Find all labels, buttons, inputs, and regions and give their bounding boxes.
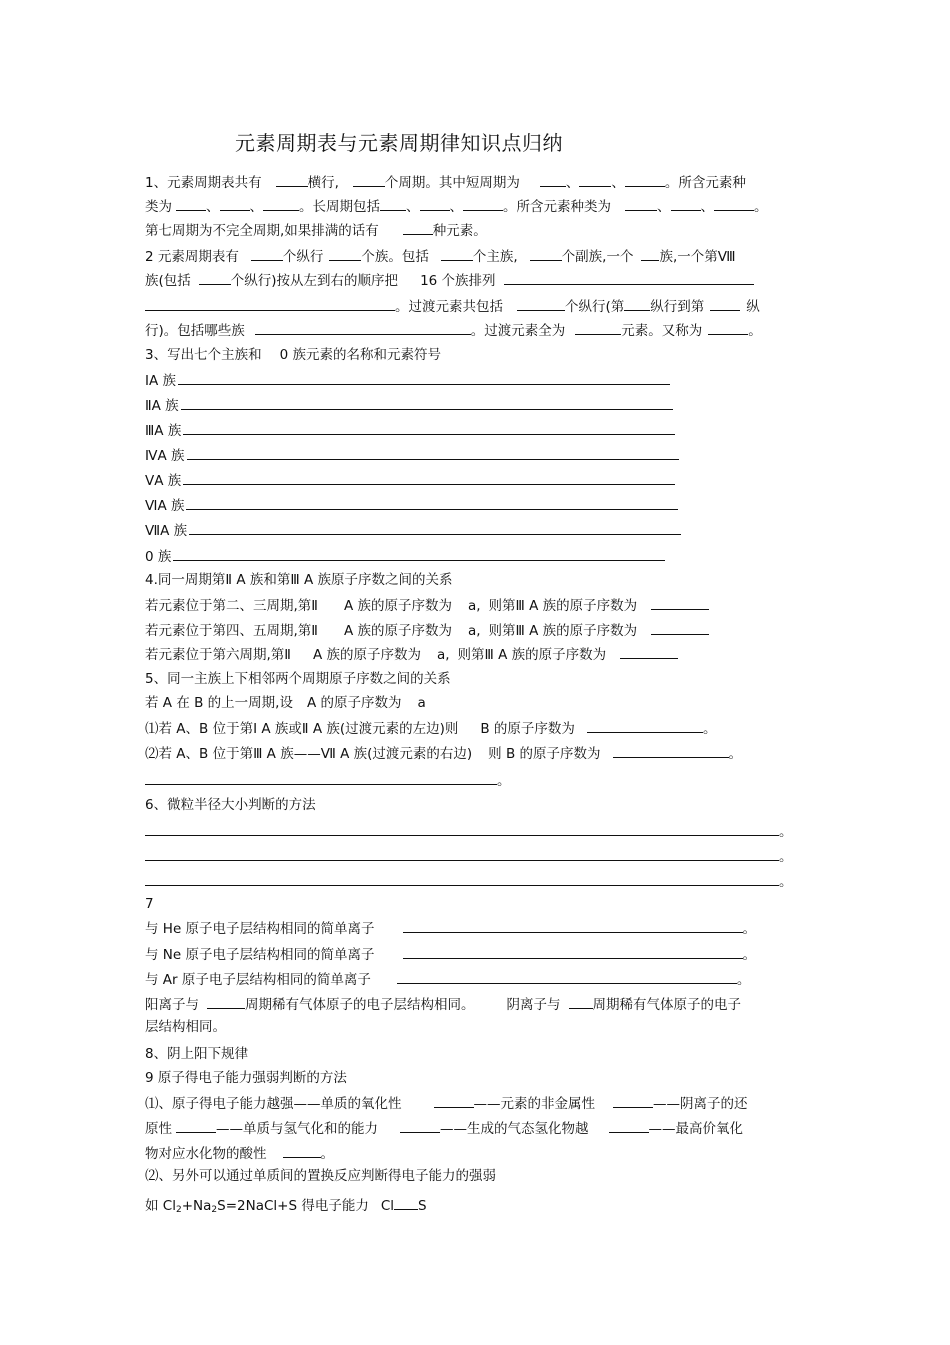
q9-text: ——单质与氢气化和的能力 <box>216 1121 378 1137</box>
q2-blank[interactable] <box>641 246 659 261</box>
q7-text: 阴离子与 <box>506 997 561 1013</box>
q1-text: 、 <box>249 199 263 215</box>
q1-blank[interactable] <box>380 196 406 211</box>
q1-text: 类为 <box>145 199 172 215</box>
q1-text: 、 <box>611 175 625 191</box>
q9-text: S <box>418 1198 427 1214</box>
q7-text: 。 <box>736 972 751 988</box>
q5-text: 。 <box>702 721 717 737</box>
q3-group-row <box>145 420 675 440</box>
q7-cont: 层结构相同。 <box>145 1019 226 1035</box>
q4-heading: 4.同一周期第Ⅱ A 族和第Ⅲ A 族原子序数之间的关系 <box>145 572 453 588</box>
group-label: 0 族 <box>145 549 172 565</box>
q1-blank[interactable] <box>263 196 299 211</box>
q7-text: 与 Ar 原子电子层结构相同的简单离子 <box>145 972 371 988</box>
q4-row <box>145 620 709 640</box>
q7-text: 周期稀有气体原子的电子层结构相同。 <box>245 997 475 1013</box>
q9-line2 <box>145 1118 743 1138</box>
q1-blank[interactable] <box>353 172 385 187</box>
answer-line[interactable] <box>145 846 779 861</box>
q7-blank[interactable] <box>207 994 245 1009</box>
q7-he-row <box>145 918 756 938</box>
q5-text: ⑴若 A、B 位于第Ⅰ A 族或Ⅱ A 族(过渡元素的左边)则 <box>145 721 459 737</box>
q2-blank[interactable] <box>517 296 565 311</box>
q9-blank[interactable] <box>176 1118 216 1133</box>
q1-line1 <box>145 172 746 192</box>
q2-text: 纵行到第 <box>650 299 705 315</box>
q4-text: 则第Ⅲ A 族的原子序数为 <box>457 647 607 663</box>
answer-line[interactable] <box>178 370 670 385</box>
q1-blank[interactable] <box>625 196 657 211</box>
q3-group-row <box>145 520 681 540</box>
q2-line4 <box>145 320 762 340</box>
q9-text: 。 <box>320 1146 334 1162</box>
q4-text: A 族的原子序数为 <box>343 623 452 639</box>
q1-text: 。所含元素种类为 <box>503 199 611 215</box>
q2-blank[interactable] <box>199 270 231 285</box>
q1-blank[interactable] <box>714 196 754 211</box>
q3-group-row <box>145 470 675 490</box>
q1-text: 、 <box>449 199 463 215</box>
q1-text: 、 <box>206 199 220 215</box>
q1-text: 。 <box>754 199 768 215</box>
q4-text: a, <box>467 623 481 639</box>
q5-line1 <box>145 694 426 712</box>
q3-group-row <box>145 395 673 415</box>
q2-blank[interactable] <box>145 296 395 311</box>
q4-text: A 族的原子序数为 <box>343 598 452 614</box>
q4-text: 则第Ⅲ A 族的原子序数为 <box>488 598 638 614</box>
q9-text: ——最高价氧化 <box>648 1121 743 1137</box>
q5-text: ⑵若 A、B 位于第Ⅲ A 族——Ⅶ A 族(过渡元素的右边) <box>145 746 473 762</box>
q3-text: 3、写出七个主族和 <box>145 347 262 363</box>
q8-heading: 8、阴上阳下规律 <box>145 1046 249 1062</box>
q2-text: 个副族,一个 <box>561 249 634 265</box>
q6-heading: 6、微粒半径大小判断的方法 <box>145 797 316 813</box>
q9-text: ⑴、原子得电子能力越强——单质的氧化性 <box>145 1096 402 1112</box>
q9-line3 <box>145 1143 334 1163</box>
q9-text: ——生成的气态氢化物越 <box>440 1121 589 1137</box>
q1-text: 1、元素周期表共有 <box>145 175 262 191</box>
q7-text: 。 <box>742 947 756 963</box>
q9-blank[interactable] <box>283 1143 321 1158</box>
q2-text: 个主族, <box>472 249 518 265</box>
q4-text: a, <box>436 647 450 663</box>
q9-blank[interactable] <box>394 1195 418 1210</box>
q4-row <box>145 644 678 664</box>
q9-text: S=2NaCl+S 得电子能力 <box>217 1198 369 1214</box>
q2-blank[interactable] <box>255 320 471 335</box>
q1-blank[interactable] <box>579 172 611 187</box>
q1-text: 个周期。其中短周期为 <box>384 175 520 191</box>
q5-text: B 的原子序数为 <box>480 721 575 737</box>
q2-text: 纵 <box>746 299 760 315</box>
q3-heading <box>145 346 441 364</box>
answer-line[interactable] <box>189 520 681 535</box>
q9-text: 如 Cl <box>145 1198 176 1214</box>
group-label: ⅠA 族 <box>145 373 177 389</box>
answer-line[interactable] <box>183 470 675 485</box>
q5-text: A 的原子序数为 <box>306 695 402 711</box>
q5-text: a <box>417 695 426 711</box>
q9-line1 <box>145 1093 748 1113</box>
q7-blank[interactable] <box>403 918 743 933</box>
q1-text: 横行, <box>307 175 339 191</box>
q2-text: 。 <box>748 323 762 339</box>
q2-blank[interactable] <box>575 320 621 335</box>
q4-blank[interactable] <box>651 620 709 635</box>
q4-blank[interactable] <box>651 595 709 610</box>
q2-text: 2 元素周期表有 <box>145 249 239 265</box>
q5-text: 若 A 在 B 的上一周期,设 <box>145 695 293 711</box>
answer-line[interactable] <box>187 445 679 460</box>
q6-text: 。 <box>779 824 793 840</box>
group-label: ⅦA 族 <box>145 523 188 539</box>
q2-blank[interactable] <box>624 296 650 311</box>
q2-blank[interactable] <box>441 246 473 261</box>
q9-blank[interactable] <box>613 1093 653 1108</box>
q7-number: 7 <box>145 896 154 912</box>
q2-text: 。过渡元素共包括 <box>395 299 503 315</box>
q1-text: 。所含元素种 <box>664 175 746 191</box>
q1-text: 。长周期包括 <box>299 199 380 215</box>
group-label: ⅥA 族 <box>145 498 185 514</box>
q5-text: 则 B 的原子序数为 <box>488 746 601 762</box>
q5-text: 。 <box>497 773 511 789</box>
subscript: 2 <box>211 1205 218 1215</box>
q1-blank[interactable] <box>276 172 308 187</box>
q1-blank[interactable] <box>671 196 701 211</box>
q1-text: 第七周期为不完全周期,如果排满的话有 <box>145 223 379 239</box>
q9-blank[interactable] <box>400 1118 440 1133</box>
group-label: ⅤA 族 <box>145 473 182 489</box>
q9-heading: 9 原子得电子能力强弱判断的方法 <box>145 1070 347 1086</box>
q5-line3 <box>145 743 742 763</box>
q9-blank[interactable] <box>434 1093 474 1108</box>
group-label: ⅣA 族 <box>145 448 185 464</box>
q2-text: 。过渡元素全为 <box>470 323 566 339</box>
q7-blank[interactable] <box>403 944 743 959</box>
q7-ar-row <box>145 969 750 989</box>
q4-text: 若元素位于第六周期,第Ⅱ <box>145 647 291 663</box>
q1-text: 、 <box>657 199 671 215</box>
q1-blank[interactable] <box>176 196 206 211</box>
q5-blank[interactable] <box>613 743 729 758</box>
q2-line1 <box>145 246 736 266</box>
q2-text: 元素。又称为 <box>621 323 703 339</box>
answer-line[interactable] <box>145 871 779 886</box>
q9-text: ——阴离子的还 <box>653 1096 748 1112</box>
q1-text: 种元素。 <box>432 223 487 239</box>
q6-answer-row <box>145 821 793 841</box>
q9-text: Cl <box>380 1198 395 1214</box>
q2-line2 <box>145 270 754 290</box>
q2-text: 个纵行(第 <box>565 299 625 315</box>
q4-text: 若元素位于第二、三周期,第Ⅱ <box>145 598 318 614</box>
q7-text: 与 He 原子电子层结构相同的简单离子 <box>145 921 375 937</box>
q5-heading: 5、同一主族上下相邻两个周期原子序数之间的关系 <box>145 671 451 687</box>
q3-zero-row <box>145 546 665 566</box>
q3-group-row <box>145 495 678 515</box>
q9-text: 物对应水化物的酸性 <box>145 1146 267 1162</box>
q1-text: 、 <box>700 199 714 215</box>
q4-text: 若元素位于第四、五周期,第Ⅱ <box>145 623 318 639</box>
q7-text: 周期稀有气体原子的电子 <box>592 997 741 1013</box>
q9-text: ——元素的非金属性 <box>473 1096 595 1112</box>
q7-blank[interactable] <box>397 969 737 984</box>
q9-line4: ⑵、另外可以通过单质间的置换反应判断得电子能力的强弱 <box>145 1168 496 1184</box>
subscript: 2 <box>175 1205 182 1215</box>
q9-text: 原性 <box>145 1121 172 1137</box>
q9-equation <box>145 1195 427 1219</box>
q2-line3 <box>145 296 760 316</box>
q4-row <box>145 595 709 615</box>
q3-group-row <box>145 445 679 465</box>
answer-line[interactable] <box>181 395 673 410</box>
q1-blank[interactable] <box>220 196 250 211</box>
q9-blank[interactable] <box>609 1118 649 1133</box>
q6-text: 。 <box>779 849 793 865</box>
q1-blank[interactable] <box>463 196 503 211</box>
q4-text: a, <box>467 598 481 614</box>
q9-text: +Na <box>181 1198 212 1214</box>
q5-text: 。 <box>728 746 743 762</box>
q7-text: 阳离子与 <box>145 997 199 1013</box>
q1-blank[interactable] <box>625 172 665 187</box>
q2-blank[interactable] <box>251 246 283 261</box>
q6-text: 。 <box>779 874 793 890</box>
q2-blank[interactable] <box>710 296 740 311</box>
q5-blank[interactable] <box>145 770 497 785</box>
answer-line[interactable] <box>186 495 678 510</box>
q6-answer-row <box>145 871 793 891</box>
q7-text: 与 Ne 原子电子层结构相同的简单离子 <box>145 947 375 963</box>
q2-text: 个纵行)按从左到右的顺序把 <box>230 273 399 289</box>
q3-text: 0 族元素的名称和元素符号 <box>279 347 441 363</box>
q3-group-row <box>145 370 670 390</box>
q2-blank[interactable] <box>530 246 562 261</box>
q7-ne-row <box>145 944 756 964</box>
q2-text: 个纵行 <box>282 249 324 265</box>
q2-text: 行)。包括哪些族 <box>145 323 245 339</box>
q5-blank[interactable] <box>587 718 703 733</box>
group-label: ⅡA 族 <box>145 398 179 414</box>
q1-text: 、 <box>565 175 580 191</box>
q1-blank[interactable] <box>540 172 566 187</box>
q6-answer-row <box>145 846 793 866</box>
q4-blank[interactable] <box>620 644 678 659</box>
q1-blank[interactable] <box>420 196 450 211</box>
q2-text: 16 个族排列 <box>420 273 496 289</box>
q2-blank[interactable] <box>504 270 754 285</box>
q2-text: 族,一个第Ⅷ <box>659 249 736 265</box>
q2-text: 个族。包括 <box>361 249 429 265</box>
q1-line2 <box>145 196 768 216</box>
q2-text: 族(包括 <box>145 273 191 289</box>
q1-blank[interactable] <box>403 220 433 235</box>
q1-line3 <box>145 220 487 240</box>
answer-line[interactable] <box>183 420 675 435</box>
page-title: 元素周期表与元素周期律知识点归纳 <box>235 131 563 155</box>
q2-blank[interactable] <box>708 320 748 335</box>
q7-ion-row <box>145 994 741 1014</box>
q2-blank[interactable] <box>329 246 361 261</box>
q5-line4 <box>145 770 511 790</box>
q7-text: 。 <box>742 921 757 937</box>
q4-text: 则第Ⅲ A 族的原子序数为 <box>488 623 638 639</box>
q4-text: A 族的原子序数为 <box>312 647 421 663</box>
q1-text: 、 <box>406 199 420 215</box>
group-label: ⅢA 族 <box>145 423 182 439</box>
q7-blank[interactable] <box>569 994 593 1009</box>
answer-line[interactable] <box>145 821 779 836</box>
answer-line[interactable] <box>173 546 665 561</box>
q5-line2 <box>145 718 716 738</box>
